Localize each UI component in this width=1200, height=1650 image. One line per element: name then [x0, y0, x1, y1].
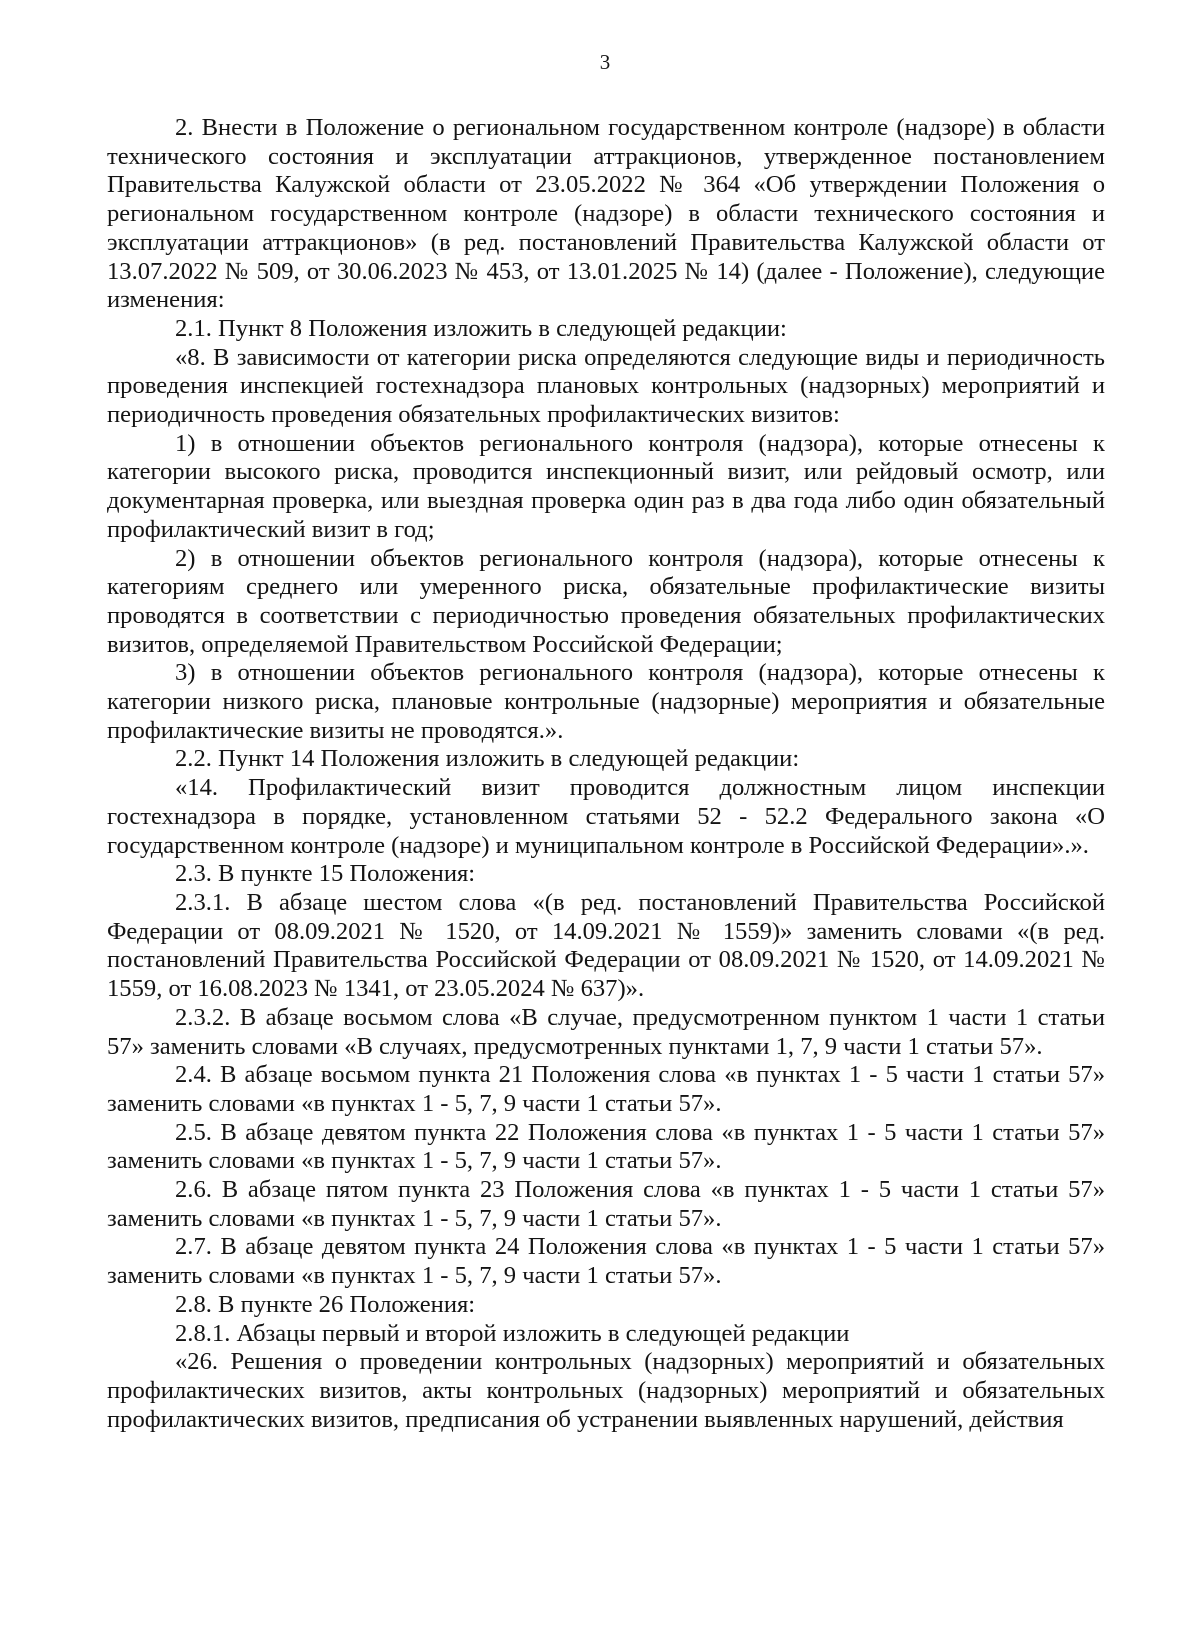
paragraph-8-item-1: 1) в отношении объектов регионального контроля (надзора), которые отнесены к категории высокого риска, проводится инспекционный визит, или рейдовый осмотр, или документарная проверка, или выездная проверка один раз в два года либо один обязательный профилактический визит в год;: [107, 429, 1105, 543]
paragraph-2-7: 2.7. В абзаце девятом пункта 24 Положения слова «в пунктах 1 - 5 части 1 статьи 57» заменить словами «в пунктах 1 - 5, 7, 9 части 1 статьи 57».: [107, 1233, 1105, 1290]
paragraph-2-4: 2.4. В абзаце восьмом пункта 21 Положения слова «в пунктах 1 - 5 части 1 статьи 57» заменить словами «в пунктах 1 - 5, 7, 9 части 1 статьи 57».: [107, 1061, 1105, 1117]
paragraph-2-6: 2.6. В абзаце пятом пункта 23 Положения слова «в пунктах 1 - 5 части 1 статьи 57» заменить словами «в пунктах 1 - 5, 7, 9 части 1 статьи 57».: [107, 1176, 1105, 1232]
paragraph-2-5: 2.5. В абзаце девятом пункта 22 Положения слова «в пунктах 1 - 5 части 1 статьи 57» заменить словами «в пунктах 1 - 5, 7, 9 части 1 статьи 57».: [107, 1118, 1105, 1175]
paragraph-2-3-2: 2.3.2. В абзаце восьмом слова «В случае, предусмотренном пунктом 1 части 1 статьи 57» заменить словами «В случаях, предусмотренных пунктами 1, 7, 9 части 1 статьи 57».: [107, 1003, 1105, 1060]
paragraph-8-item-2: 2) в отношении объектов регионального контроля (надзора), которые отнесены к категориям среднего или умеренного риска, обязательные профилактические визиты проводятся в соответствии с периодичностью проведения обязательных профилактических визитов, определяемой Правительством Российской Федерации;: [107, 544, 1105, 658]
paragraph-quote-14: «14. Профилактический визит проводится должностным лицом инспекции гостехнадзора в порядке, установленном статьями 52 - 52.2 Федерального закона «О государственном контроле (надзоре) и муниципальном контроле в Российской Федерации».».: [107, 774, 1105, 859]
paragraph-8-item-3: 3) в отношении объектов регионального контроля (надзора), которые отнесены к категории низкого риска, плановые контрольные (надзорные) мероприятия и обязательные профилактические визиты не проводятся.».: [107, 659, 1105, 744]
page-number: 3: [599, 50, 611, 74]
paragraph-2-8-1: 2.8.1. Абзацы первый и второй изложить в следующей редакции: [175, 1319, 850, 1347]
paragraph-2-8: 2.8. В пункте 26 Положения:: [175, 1290, 476, 1318]
paragraph-2-1: 2.1. Пункт 8 Положения изложить в следующей редакции:: [175, 314, 787, 342]
paragraph-quote-26: «26. Решения о проведении контрольных (надзорных) мероприятий и обязательных профилактических визитов, акты контрольных (надзорных) мероприятий и обязательных профилактических визитов, предписания об устранении выявленных нарушений, действия: [107, 1348, 1105, 1433]
paragraph-2-3-1: 2.3.1. В абзаце шестом слова «(в ред. постановлений Правительства Российской Федерации от 08.09.2021 № 1520, от 14.09.2021 № 1559)» заменить словами «(в ред. постановлений Правительства Российской Федерации от 08.09.2021 № 1520, от 14.09.2021 № 1559, от 16.08.2023 № 1341, от 23.05.2024 № 637)».: [107, 888, 1105, 1003]
paragraph-2-2: 2.2. Пункт 14 Положения изложить в следующей редакции:: [175, 745, 800, 773]
paragraph-2-3: 2.3. В пункте 15 Положения:: [175, 860, 476, 888]
paragraph-quote-8: «8. В зависимости от категории риска определяются следующие виды и периодичность проведения инспекцией гостехнадзора плановых контрольных (надзорных) мероприятий и периодичность проведения обязательных профилактических визитов:: [107, 343, 1105, 429]
document-body: [107, 114, 1105, 1434]
paragraph-2: 2. Внести в Положение о региональном государственном контроле (надзоре) в области технического состояния и эксплуатации аттракционов, утвержденное постановлением Правительства Калужской области от 23.05.2022 № 364 «Об утверждении Положения о региональном государственном контроле (надзоре) в области технического состояния и эксплуатации аттракционов» (в ред. постановлений Правительства Калужской области от 13.07.2022 № 509, от 30.06.2023 № 453, от 13.01.2025 № 14) (далее - Положение), следующие изменения:: [107, 114, 1105, 314]
